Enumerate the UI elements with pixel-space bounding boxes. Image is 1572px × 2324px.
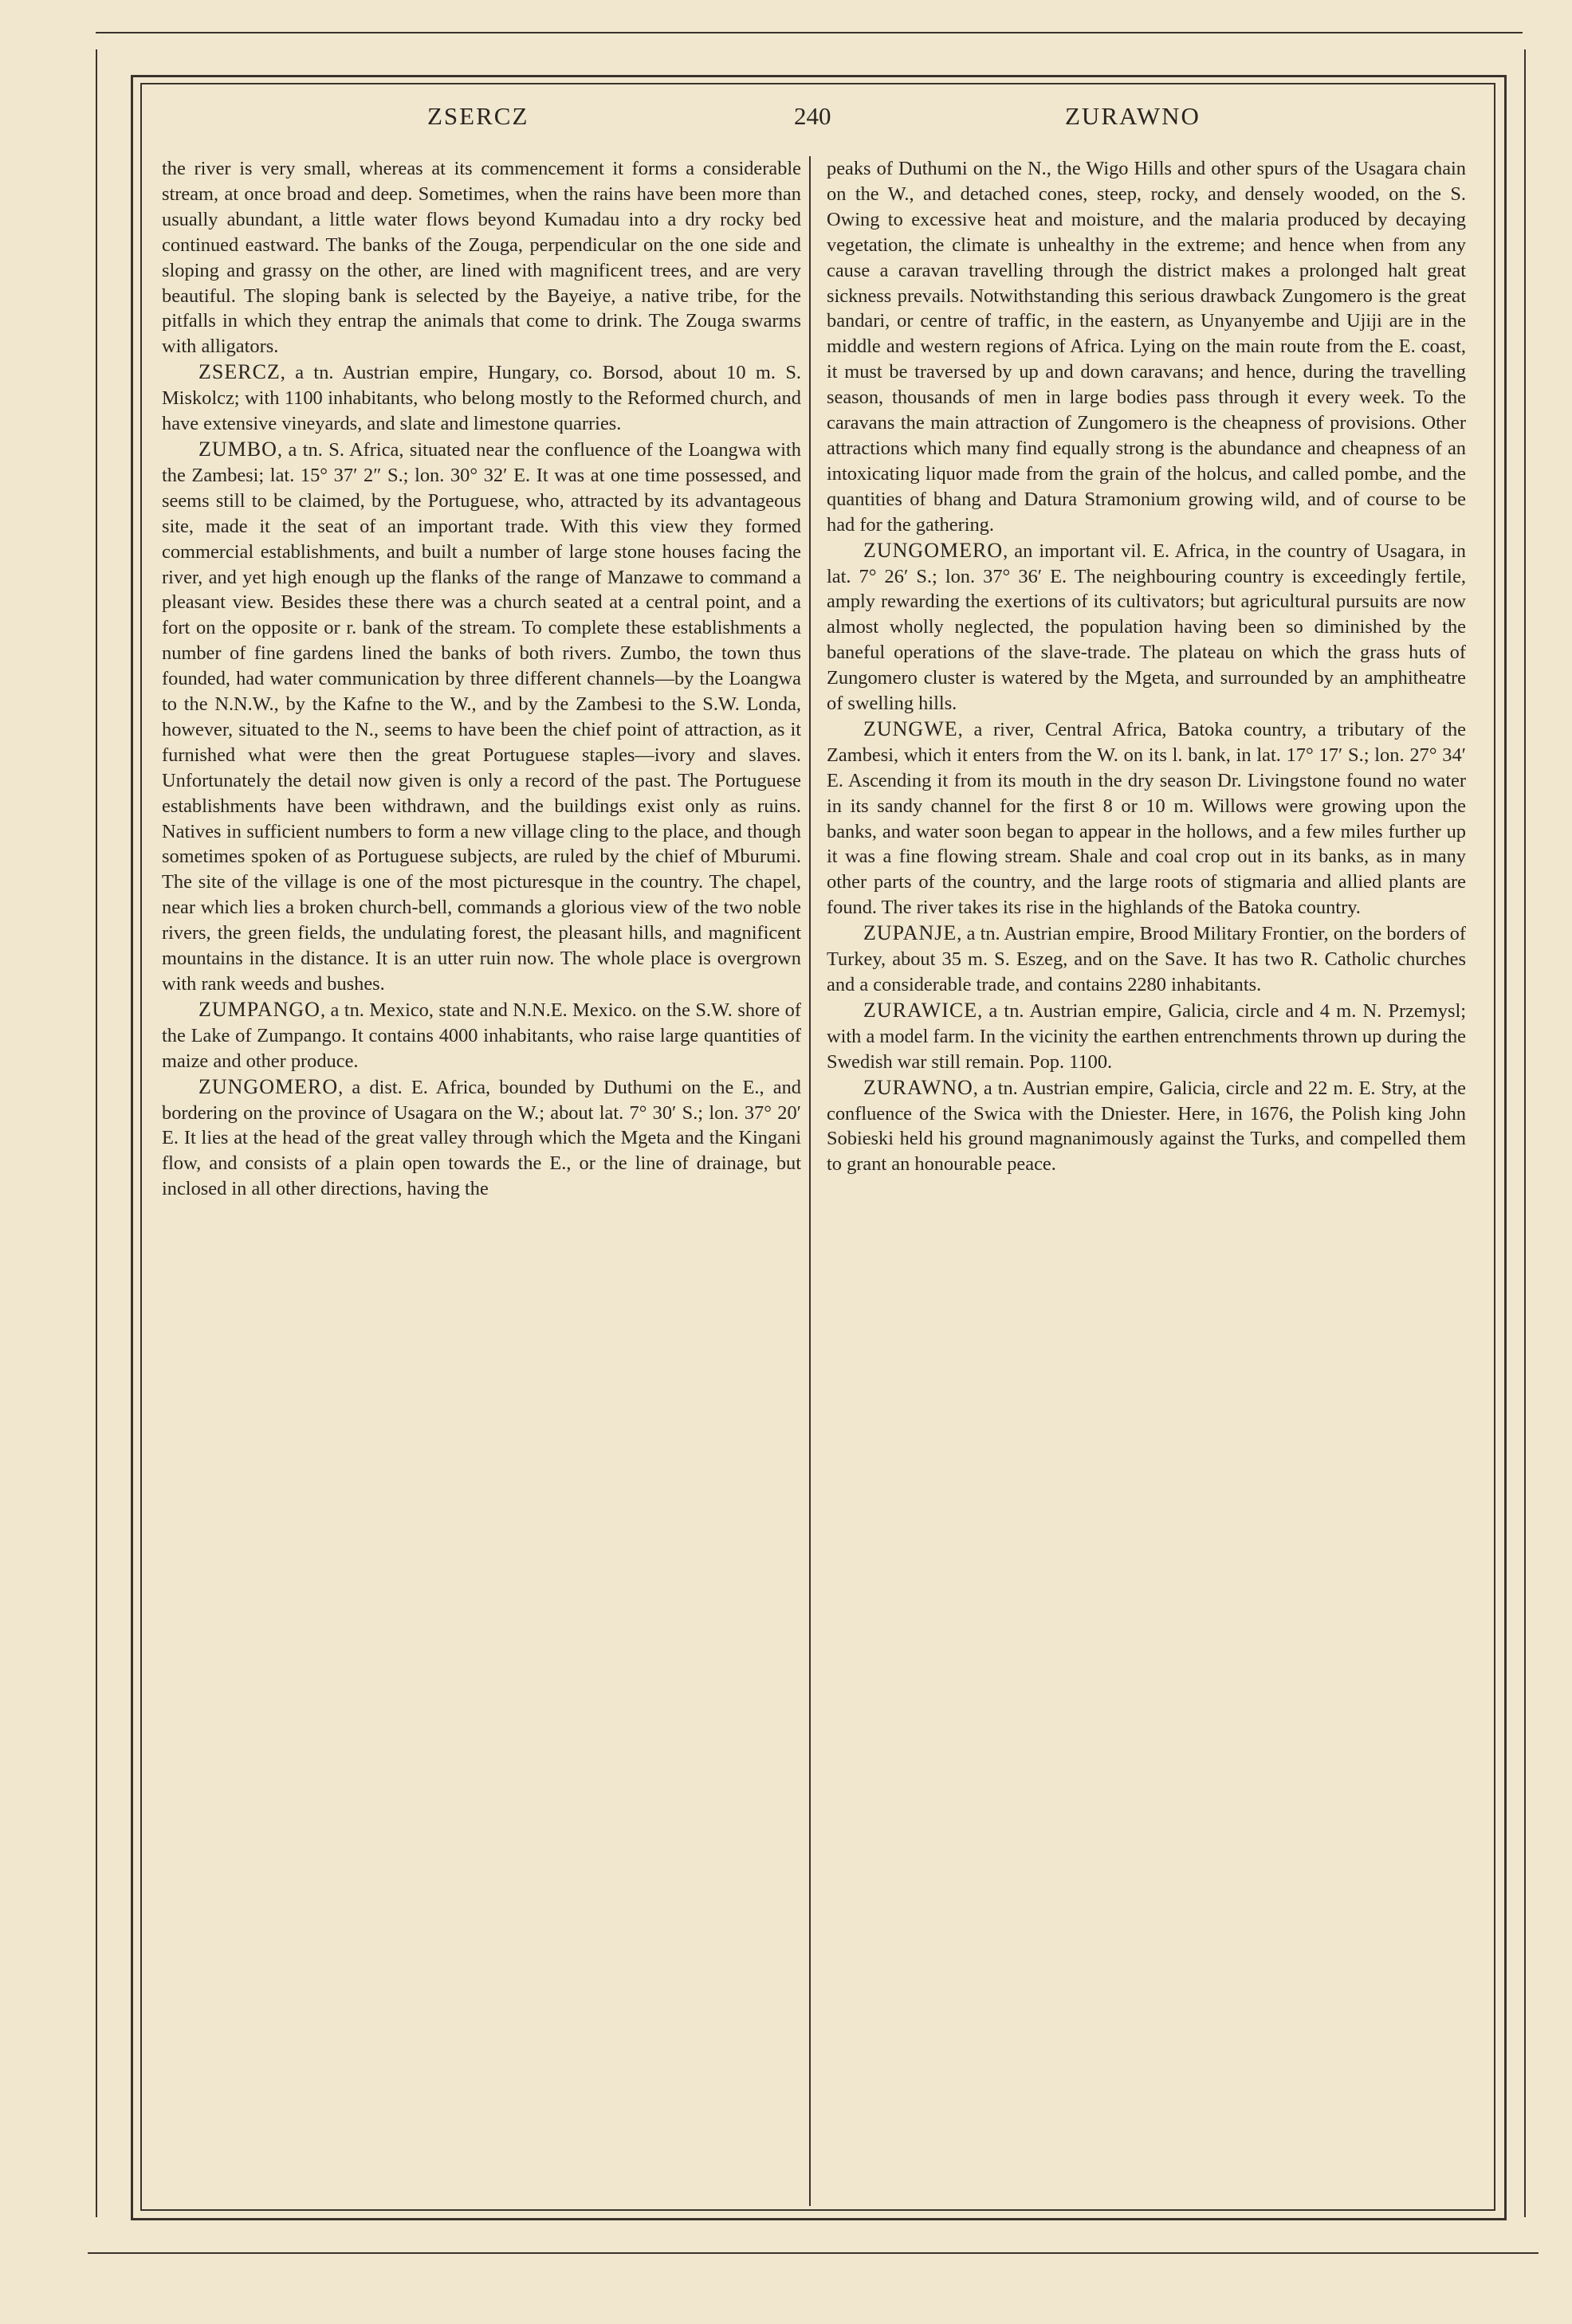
entry bbox=[162, 997, 801, 1074]
entry-text: , a tn. S. Africa, situated near the confluence of the Loangwa with the Zambesi; lat. 15° 37′ 2″ S.; lon. 30° 32′ E. It was at one time possessed, and seems still to be claimed, by the Portuguese, who, attracted by its advantageous site, made it the seat of an important trade. With this view they formed commercial establishments, and built a number of large stone houses facing the river, and yet high enough up the flanks of the range of Manzawe to command a pleasant view. Besides these there was a church seated at a central point, and a fort on the opposite or r. bank of the stream. To complete these establishments a number of fine gardens lined the banks of both rivers. Zumbo, the town thus founded, had water communication by three different channels—by the Loangwa to the N.N.W., by the Kafne to the W., and by the Zambesi to the S.W. Londa, however, situated to the N., seems to have been the chief point of attraction, as it furnished what were then the great Portuguese staples—ivory and slaves. Unfortunately the detail now given is only a record of the past. The Portuguese establishments have been withdrawn, and the buildings exist only as ruins. Natives in sufficient numbers to form a new village cling to the place, and though sometimes spoken of as Portuguese subjects, are ruled by the chief of Mburumi. The site of the village is one of the most picturesque in the country. The chapel, near which lies a broken church-bell, commands a glorious view of the two noble rivers, the green fields, the undulating forest, the pleasant hills, and magnificent mountains in the distance. It is an utter ruin now. The whole place is overgrown with rank weeds and bushes. bbox=[162, 438, 801, 995]
running-header bbox=[140, 97, 1492, 137]
entry-headword: ZUNGOMERO bbox=[198, 1074, 339, 1098]
entry bbox=[162, 359, 801, 437]
header-right-guideword: ZURAWNO bbox=[1065, 102, 1201, 130]
left-column bbox=[162, 156, 801, 1202]
entry-text: , a tn. Austrian empire, Brood Military Frontier, on the borders of Turkey, about 35 m. S. Eszeg, and on the Save. It has two R. Catholic churches and a considerable trade, and contains 2280 inhabitants. bbox=[827, 923, 1466, 995]
entry-text: peaks of Duthumi on the N., the Wigo Hills and other spurs of the Usagara chain on the W., and detached cones, steep, rocky, and densely wooded, on the S. Owing to excessive heat and moisture, and the malaria produced by decaying vegetation, the climate is unhealthy in the extreme; and hence when from any cause a caravan travelling through the district makes a prolonged halt great sickness prevails. Notwithstanding this serious drawback Zungomero is the great bandari, or centre of traffic, in the eastern, as Unyanyembe and Ujiji are in the middle and western regions of Africa. Lying on the main route from the E. coast, it must be traversed by up and down caravans; and hence, during the travelling season, thousands of men in large bodies pass through it every week. To the caravans the main attraction of Zungomero is the cheapness of provisions. Other attractions which many find equally strong is the abundance and cheapness of an intoxicating liquor made from the grain of the holcus, and called pombe, and the quantities of bhang and Datura Stramonium growing wild, and of course to be had for the gathering. bbox=[827, 158, 1466, 536]
header-left-guideword: ZSERCZ bbox=[427, 102, 529, 130]
entry bbox=[827, 1075, 1466, 1178]
top-rule bbox=[96, 32, 1523, 33]
entry-text: , a tn. Austrian empire, Hungary, co. Borsod, about 10 m. S. Miskolcz; with 1100 inhabitants, who belong mostly to the Reformed church, and have extensive vineyards, and slate and limestone quarries. bbox=[162, 362, 801, 435]
entry-text: , a river, Central Africa, Batoka country, a tributary of the Zambesi, which it enters from the W. on its l. bank, in lat. 17° 17′ S.; lon. 27° 34′ E. Ascending it from its mouth in the dry season Dr. Livingstone found no water in its sandy channel for the first 8 or 10 m. Willows were growing upon the banks, and water soon began to appear in the hollows, and a few miles further up it was a fine flowing stream. Shale and coal crop out in its banks, as in many other parts of the country, and the large roots of stigmaria and allied plants are found. The river takes its rise in the highlands of the Batoka country. bbox=[827, 718, 1466, 919]
entry-headword: ZUMBO bbox=[198, 437, 277, 461]
entry bbox=[827, 716, 1466, 921]
entry bbox=[827, 921, 1466, 998]
entry-continuation bbox=[162, 156, 801, 359]
entry-headword: ZSERCZ bbox=[198, 360, 281, 384]
entry-headword: ZURAWNO bbox=[863, 1075, 973, 1099]
entry-text: the river is very small, whereas at its commencement it forms a considerable stream, at once broad and deep. Sometimes, when the rains have been more than usually abundant, a little water flows beyond Kumadau into a dry rocky bed continued eastward. The banks of the Zouga, perpendicular on the one side and sloping and grassy on the other, are lined with magnificent trees, and are very beautiful. The sloping bank is selected by the Bayeiye, a native tribe, for the pitfalls in which they entrap the animals that come to drink. The Zouga swarms with alligators. bbox=[162, 158, 801, 358]
entry-text: , a dist. E. Africa, bounded by Duthumi on the E., and bordering on the province of Usagara on the W.; about lat. 7° 30′ S.; lon. 37° 20′ E. It lies at the head of the great valley through which the Mgeta and the Kingani flow, and consists of a plain open towards the E., or the line of drainage, but inclosed in all other directions, having the bbox=[162, 1076, 801, 1200]
entry-headword: ZUPANJE bbox=[863, 921, 957, 945]
entry-text: , a tn. Austrian empire, Galicia, circle and 22 m. E. Stry, at the confluence of the Swica with the Dniester. Here, in 1676, the Polish king John Sobieski held his ground magnanimously against the Turks, and compelled them to grant an honourable peace. bbox=[827, 1077, 1466, 1176]
entry bbox=[827, 998, 1466, 1075]
column-divider bbox=[809, 156, 811, 2206]
entry-headword: ZUNGWE bbox=[863, 716, 958, 740]
entry-text: , an important vil. E. Africa, in the country of Usagara, in lat. 7° 26′ S.; lon. 37° 36′ E. The neighbouring country is exceedingly fertile, amply rewarding the exertions of its cultivators; but agricultural pursuits are now almost wholly neglected, the population having been so diminished by the baneful operations of the slave-trade. The plateau on which the grass huts of Zungomero cluster is watered by the Mgeta, and surrounded by an amphitheatre of swelling hills. bbox=[827, 540, 1466, 715]
bottom-rule bbox=[88, 2252, 1539, 2254]
entry-text: , a tn. Austrian empire, Galicia, circle and 4 m. N. Przemysl; with a model farm. In the vicinity the earthen entrenchments thrown up during the Swedish war still remain. Pop. 1100. bbox=[827, 999, 1466, 1073]
entry-headword: ZURAWICE bbox=[863, 998, 978, 1022]
entry-headword: ZUMPANGO bbox=[198, 997, 320, 1021]
entry bbox=[162, 1074, 801, 1203]
entry-continuation bbox=[827, 156, 1466, 538]
entry bbox=[827, 538, 1466, 716]
right-column bbox=[827, 156, 1466, 1177]
entry bbox=[162, 437, 801, 997]
entry-headword: ZUNGOMERO bbox=[863, 538, 1004, 562]
page-number: 240 bbox=[794, 102, 831, 130]
entry-text: , a tn. Mexico, state and N.N.E. Mexico. on the S.W. shore of the Lake of Zumpango. It contains 4000 inhabitants, who raise large quantities of maize and other produce. bbox=[162, 999, 801, 1072]
